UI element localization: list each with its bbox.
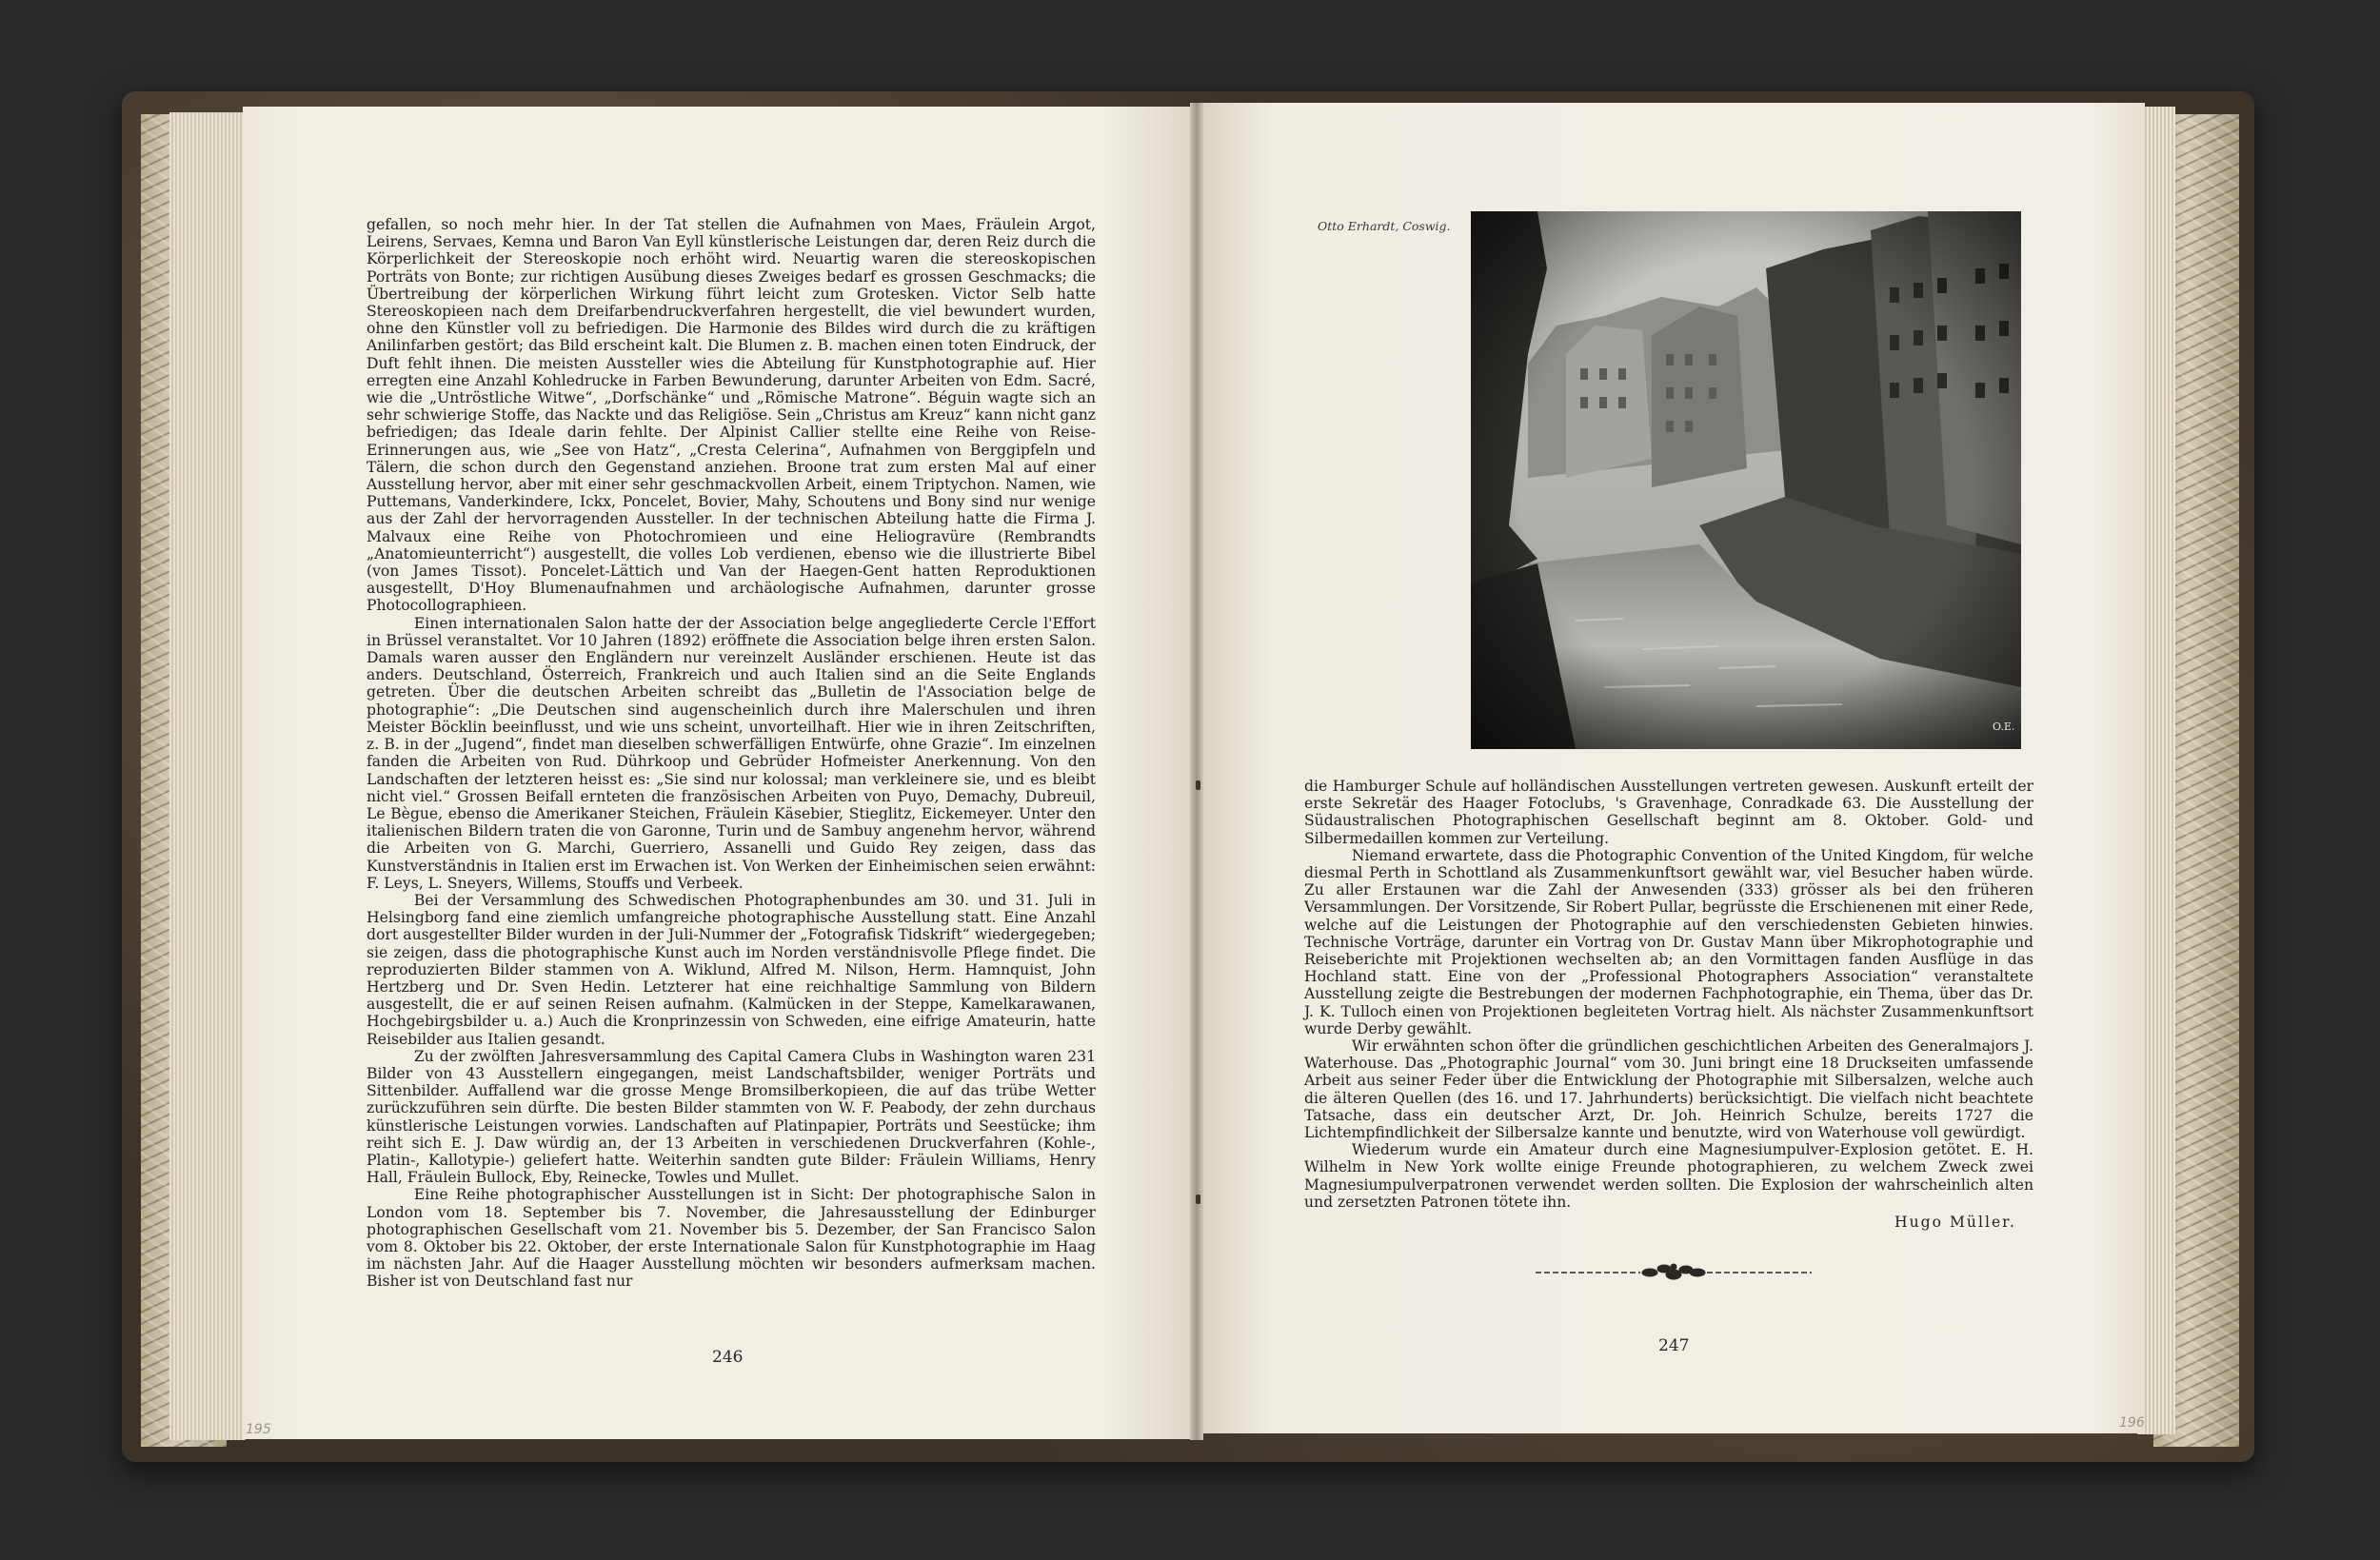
paragraph: Einen internationalen Salon hatte der der Association belge angegliederte Cercle l'Effort in Brüssel veranstaltet. Vor 10 Jahren (1892) eröffnete die Association belge ihren ersten Salon. Damals waren ausser den Engländern nur vereinzelt Ausländer erschienen. Heute ist das anders. Deutschland, Österreich, Frankreich und auch Italien sind an die Seite Englands getreten. Über die deutschen Arbeiten schreibt das „Bulletin de l'Association belge de photographie“: „Die Deutschen sind augenscheinlich durch ihre Malerschulen und ihren Meister Böcklin beeinflusst, und wie uns scheint, unvorteilhaft. Hier wie in ihren Zeitschriften, z. B. in der „Jugend“, findet man dieselben schwerfälligen Entwürfe, ohne Grazie“. Im einzelnen fanden die Arbeiten von Rud. Dührkoop und Gebrüder Hofmeister Anerkennung. Von den Landschaften der letzteren heisst es: „Sie sind nur kolossal; man verkleinere sie, und es bleibt nicht viel.“ Grossen Beifall ernteten die französischen Arbeiten von Puyo, Demachy, Dubreuil, Le Bègue, ebenso die Amerikaner Steichen, Fräulein Käsebier, Stieglitz, Eickemeyer. Unter den italienischen Bildern traten die von Garonne, Turin und de Sambuy angenehm hervor, während die Arbeiten von G. Marchi, Guerriero, Assanelli und Guido Rey zeigen, dass das Kunstverständnis in Italien erst im Erwachen ist. Von Werken der Einheimischen seien erwähnt: F. Leys, L. Sneyers, Willems, Stouffs und Verbeek. [367,614,1096,892]
pencil-annotation-right: 196 [2119,1415,2145,1431]
left-page-body-text [367,216,1096,1291]
paragraph: Wiederum wurde ein Amateur durch eine Magnesiumpulver-Explosion getötet. E. H. Wilhelm in New York wollte einige Freunde photographieren, zu welchem Zweck zwei Magnesiumpulverpatronen verwendet werden sollten. Die Explosion der wahrscheinlich alten und zersetzten Patronen tötete ihn. [1304,1141,2033,1211]
article-author: Hugo Müller. [1894,1214,2016,1231]
paragraph: Bei der Versammlung des Schwedischen Photographenbundes am 30. und 31. Juli in Helsingborg fand eine ziemlich umfangreiche photographische Ausstellung statt. Eine Anzahl dort ausgestellter Bilder wurden in der Juli-Nummer der „Fotografisk Tidskrift“ wiedergegeben; sie zeigen, dass die photographische Kunst auch im Norden verständnisvolle Pflege findet. Die reproduzierten Bilder stammen von A. Wiklund, Alfred M. Nilson, Herm. Hamnquist, John Hertzberg und Dr. Sven Hedin. Letzterer hat eine reichhaltige Sammlung von Bildern ausgestellt, die er auf seinen Reisen aufnahm. (Kalmücken in der Steppe, Kamelkarawanen, Hochgebirgsbilder u. a.) Auch die Kronprinzessin von Schweden, eine eifrige Amateurin, hatte Reisebilder aus Italien gesandt. [367,891,1096,1048]
canal-photograph-image [1471,211,2021,749]
binding-thread [1196,780,1200,790]
paragraph: Wir erwähnten schon öfter die gründlichen geschichtlichen Arbeiten des Generalmajors J. Waterhouse. Das „Photographic Journal“ vom 30. Juni bringt eine 18 Druckseiten umfassende Arbeit aus seiner Feder über die Entwicklung der Photographie mit Silbersalzen, welche auch die älteren Quellen (des 16. und 17. Jahrhunderts) berücksichtigt. Die vielfach nicht beachtete Tatsache, dass ein deutscher Arzt, Dr. Joh. Heinrich Schulze, bereits 1727 die Lichtempfindlichkeit der Silbersalze kannte und benutzte, wird von Waterhouse voll gewürdigt. [1304,1037,2033,1142]
paragraph: die Hamburger Schule auf holländischen Ausstellungen vertreten gewesen. Auskunft erteilt der erste Sekretär des Haager Fotoclubs, 's Gravenhage, Conradkade 63. Die Ausstellung der Südaustralischen Photographischen Gesellschaft beginnt am 8. Oktober. Gold- und Silbermedaillen kommen zur Verteilung. [1304,778,2033,847]
paragraph: gefallen, so noch mehr hier. In der Tat stellen die Aufnahmen von Maes, Fräulein Argot, Leirens, Servaes, Kemna und Baron Van Eyll künstlerische Leistungen dar, deren Reiz durch die Körperlichkeit der Stereoskopie noch erhöht wird. Neuartig waren die stereoskopischen Porträts von Bonte; zur richtigen Ausübung dieses Zweiges bedarf es grossen Geschmacks; die Übertreibung der körperlichen Wirkung führt leicht zum Grotesken. Victor Selb hatte Stereoskopieen nach dem Dreifarbendruckverfahren hergestellt, die viel bewundert wurden, ohne den Künstler voll zu befriedigen. Die Harmonie des Bildes wird durch die zu kräftigen Anilinfarben gestört; das Bild erscheint kalt. Die Blumen z. B. machen einen toten Eindruck, der Duft fehlt ihnen. Die meisten Aussteller wies die Abteilung für Kunstphotographie auf. Hier erregten eine Anzahl Kohledrucke in Farben Bewunderung, darunter Arbeiten von Edm. Sacré, wie die „Untröstliche Witwe“, „Dorfschänke“ und „Römische Matrone“. Béguin wagte sich an sehr schwierige Stoffe, das Nackte und das Religiöse. Sein „Christus am Kreuz“ kann nicht ganz befriedigen; das Ideale darin fehlte. Der Alpinist Callier stellte eine Reihe von Reise-Erinnerungen aus, wie „See von Hatz“, „Cresta Celerina“, Aufnahmen von Berggipfeln und Tälern, die schon durch den Gegenstand anziehen. Broone trat zum ersten Mal auf einer Ausstellung hervor, aber mit einer sehr geschmackvollen Arbeit, einem Triptychon. Namen, wie Puttemans, Vanderkindere, Ickx, Poncelet, Bovier, Mahy, Schoutens und Bony sind nur wenige aus der Zahl der hervorragenden Aussteller. In der technischen Abteilung hatte die Firma J. Malvaux eine Reihe von Photochromieen und eine Heliogravüre (Rembrandts „Anatomieunterricht“) ausgestellt, die volles Lob verdienen, ebenso wie die illustrierte Bibel (von James Tissot). Poncelet-Lättich und Van der Haegen-Gent hatten Reproduktionen ausgestellt, D'Hoy Blumenaufnahmen und archäologische Aufnahmen, darunter grosse Photocollographieen. [367,216,1096,615]
photo-credit: Otto Erhardt, Coswig. [1318,219,1451,233]
paragraph: Eine Reihe photographischer Ausstellungen ist in Sicht: Der photographische Salon in London vom 18. September bis 7. November, die Jahresausstellung der Edinburger photographischen Gesellschaft vom 21. November bis 5. Dezember, der San Francisco Salon vom 8. Oktober bis 22. Oktober, der erste Internationale Salon für Kunstphotographie im Haag im nächsten Jahr. Auf die Haager Ausstellung möchten wir besonders aufmerksam machen. Bisher ist von Deutschland fast nur [367,1186,1096,1291]
page-number-right: 247 [1658,1336,1690,1355]
photo-monogram: O.E. [1993,721,2015,733]
pencil-annotation-left: 195 [246,1422,271,1437]
page-edges-left [169,112,246,1440]
page-number-left: 246 [712,1348,744,1367]
paragraph: Zu der zwölften Jahresversammlung des Capital Camera Clubs in Washington waren 231 Bilder von 43 Ausstellern eingegangen, meist Landschaftsbilder, weniger Porträts und Sittenbilder. Auffallend war die grosse Menge Bromsilberkopieen, die auf das trübe Wetter zurückzuführen sein dürfte. Die besten Bilder stammten von W. F. Peabody, der zehn durchaus künstlerische Leistungen vorwies. Landschaften auf Platinpapier, Porträts und Seestücke; ihm reiht sich E. J. Daw würdig an, der 13 Arbeiten in verschiedenen Druckverfahren (Kohle-, Platin-, Kallotypie-) geliefert hatte. Weiterhin sandten gute Bilder: Fräulein Williams, Henry Hall, Fräulein Bullock, Eby, Reinecke, Towles und Mullet. [367,1047,1096,1187]
canal-photograph [1471,211,2021,749]
right-page-body-text [1304,778,2033,1211]
decorative-ornament-divider [1536,1258,1812,1287]
book-gutter [1190,103,1203,1440]
paragraph: Niemand erwartete, dass die Photographic Convention of the United Kingdom, für welche diesmal Perth in Schottland als Zusammenkunftsort gewählt war, viel Besucher haben würde. Zu aller Erstaunen war die Zahl der Anwesenden (333) grösser als bei den früheren Versammlungen. Der Vorsitzende, Sir Robert Pullar, begrüsste die Erschienenen mit einer Rede, welche auf die Leistungen der Photographie auf den verschiedensten Gebieten hinwies. Technische Vorträge, darunter ein Vortrag von Dr. Gustav Mann über Mikrophotographie und Reiseberichte mit Projektionen wechselten ab; an den Vormittagen fanden Ausflüge in das Hochland statt. Eine von der „Professional Photographers Association“ veranstaltete Ausstellung zeigte die Bestrebungen der modernen Fachphotographie, ein Thema, über das Dr. J. K. Tulloch einen von Projektionen begleiteten Vortrag hielt. Als nächster Zusammenkunftsort wurde Derby gewählt. [1304,846,2033,1037]
binding-thread [1196,1195,1200,1204]
